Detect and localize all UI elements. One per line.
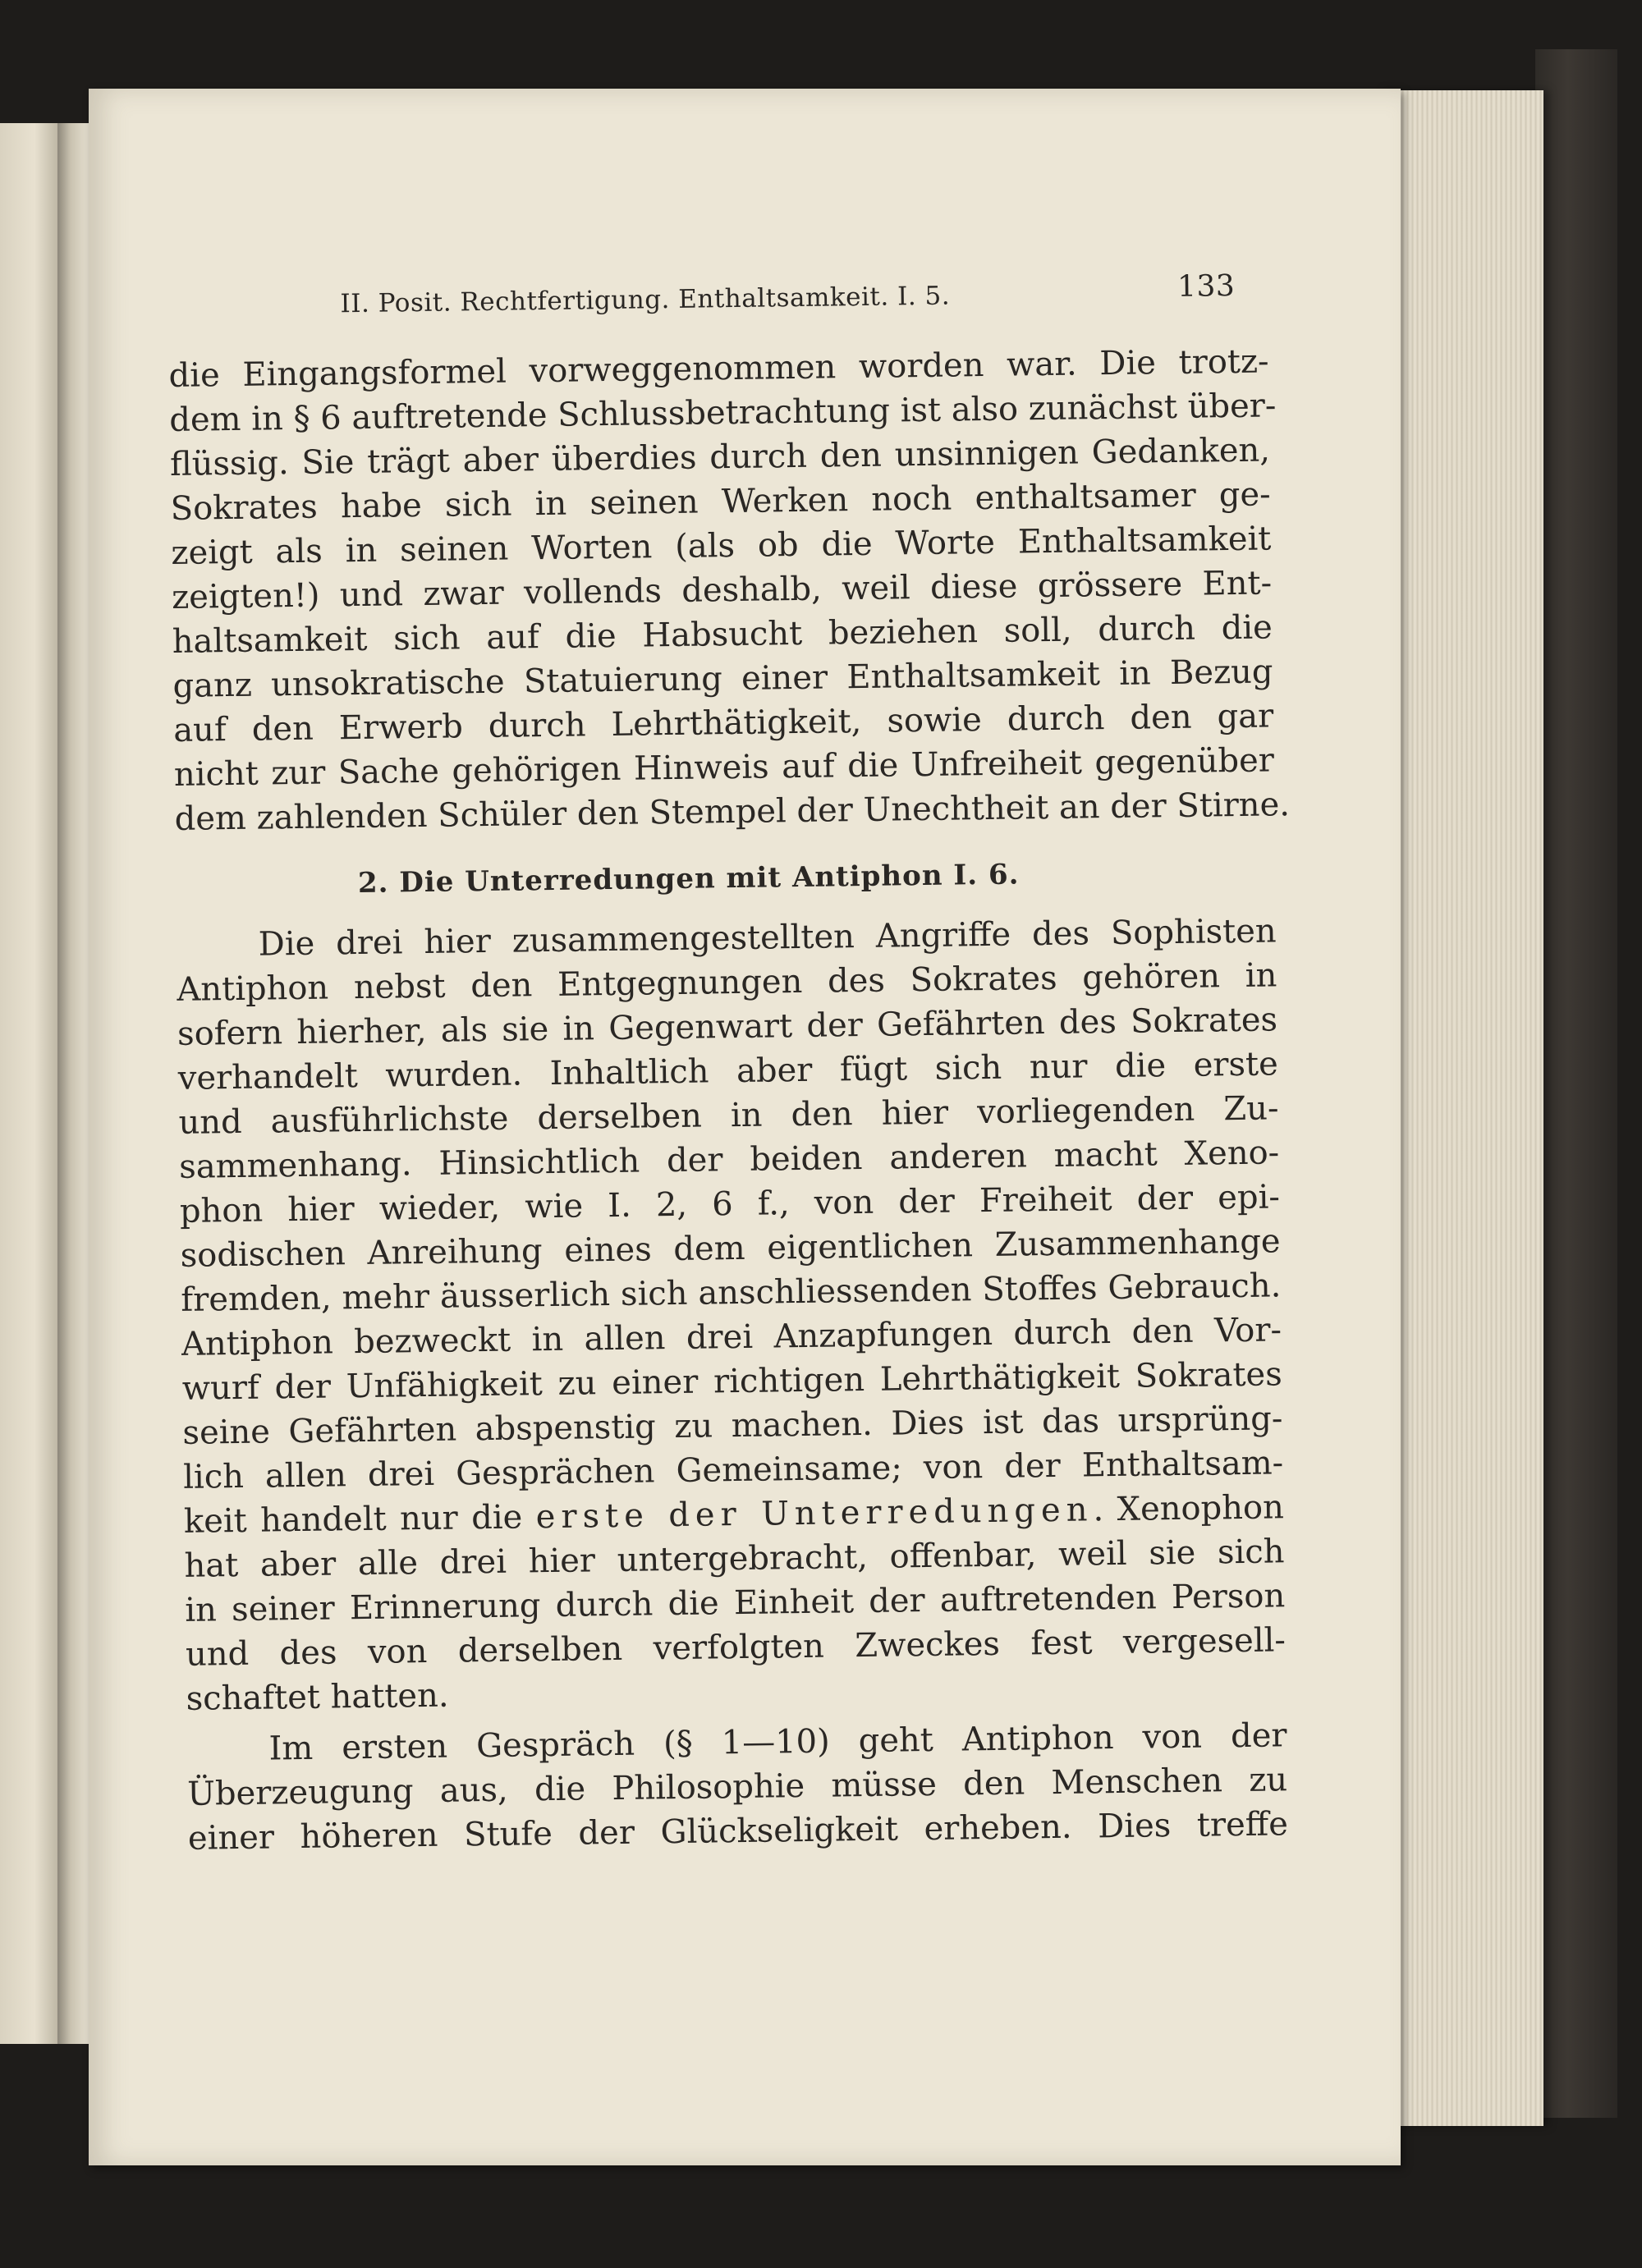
- text-line: Überzeugung aus, die Philosophie müsse den Menschen zu: [186, 1761, 1288, 1813]
- text-line: auf den Erwerb durch Lehrthätigkeit, sowie durch den gar: [172, 697, 1274, 749]
- spaced-emphasis: erste der Unterredungen: [535, 1491, 1094, 1537]
- text-line: einer höheren Stufe der Glückseligkeit erheben. Dies treffe: [187, 1805, 1289, 1858]
- page-block-edges: [1379, 90, 1543, 2126]
- text-line: flüssig. Sie trägt aber überdies durch den unsinnigen Gedanken,: [169, 431, 1271, 483]
- text-line: fremden, mehr äusserlich sich anschliessenden Stoffes Gebrauch.: [181, 1267, 1282, 1319]
- text-line: schaftet hatten.: [186, 1676, 449, 1718]
- text-line: und des von derselben verfolgten Zweckes fest vergesell-: [185, 1621, 1287, 1674]
- page-number: 133: [1176, 268, 1236, 304]
- text-line: und ausführlichste derselben in den hier vorliegenden Zu-: [178, 1089, 1279, 1142]
- left-page-edge: [0, 123, 57, 2044]
- text-line: wurf der Unfähigkeit zu einer richtigen Lehrthätigkeit Sokrates: [181, 1355, 1282, 1408]
- paragraph-2: [176, 909, 1287, 1720]
- book-page: [89, 89, 1401, 2165]
- page-content: [167, 259, 1291, 1860]
- text-line: Im ersten Gespräch (§ 1—10) geht Antiphon von der: [268, 1716, 1287, 1768]
- text-line: die Eingangsformel vorweggenommen worden war. Die trotz-: [168, 342, 1269, 395]
- book-cover-board: [1535, 49, 1617, 2118]
- text-line: in seiner Erinnerung durch die Einheit der auftretenden Person: [185, 1577, 1286, 1629]
- text-line: sofern hierher, als sie in Gegenwart der Gefährten des Sokrates: [177, 1001, 1278, 1053]
- text-line: lich allen drei Gesprächen Gemeinsame; von der Enthaltsam-: [182, 1444, 1284, 1496]
- text-line: nicht zur Sache gehörigen Hinweis auf die Unfreiheit gegenüber: [173, 741, 1275, 794]
- text-line: haltsamkeit sich auf die Habsucht beziehen soll, durch die: [172, 608, 1273, 661]
- section-heading: 2. Die Unterredungen mit Antiphon I. 6.: [357, 858, 1020, 900]
- text-line: Antiphon bezweckt in allen drei Anzapfungen durch den Vor-: [181, 1311, 1282, 1363]
- text-line: ganz unsokratische Statuierung einer Enthaltsamkeit in Bezug: [172, 653, 1273, 705]
- text-line: Antiphon nebst den Entgegnungen des Sokrates gehören in: [177, 956, 1277, 1009]
- text-line: seine Gefährten abspenstig zu machen. Dies ist das ursprüng-: [182, 1400, 1283, 1452]
- text-line: verhandelt wurden. Inhaltlich aber fügt sich nur die erste: [177, 1045, 1279, 1097]
- text-line: hat aber alle drei hier untergebracht, offenbar, weil sie sich: [184, 1533, 1285, 1585]
- text-line: phon hier wieder, wie I. 2, 6 f., von der Freiheit der epi-: [179, 1178, 1281, 1230]
- text-line: zeigten!) und zwar vollends deshalb, weil diese grössere Ent-: [171, 564, 1273, 616]
- text-line: Die drei hier zusammengestellten Angriffe des Sophisten: [258, 912, 1277, 964]
- text-line: sammenhang. Hinsichtlich der beiden anderen macht Xeno-: [178, 1134, 1280, 1186]
- running-head-title: II. Posit. Rechtfertigung. Enthaltsamkeit. I. 5.: [340, 281, 951, 319]
- text-fragment: keit handelt nur die: [183, 1498, 537, 1541]
- text-fragment: . Xenophon: [1093, 1488, 1285, 1529]
- paragraph-3: [186, 1713, 1288, 1861]
- text-line: dem in § 6 auftretende Schlussbetrachtung ist also zunächst über-: [169, 387, 1277, 439]
- text-line: dem zahlenden Schüler den Stempel der Unechtheit an der Stirne.: [174, 786, 1291, 838]
- text-line: Sokrates habe sich in seinen Werken noch enthaltsamer ge-: [170, 475, 1271, 528]
- paragraph-1: [168, 339, 1291, 841]
- running-head: [167, 259, 1268, 331]
- text-line: sodischen Anreihung eines dem eigentlichen Zusammenhange: [180, 1222, 1281, 1275]
- text-line: zeigt als in seinen Worten (als ob die Worte Enthaltsamkeit: [171, 520, 1272, 572]
- left-page-gutter: [57, 123, 90, 2044]
